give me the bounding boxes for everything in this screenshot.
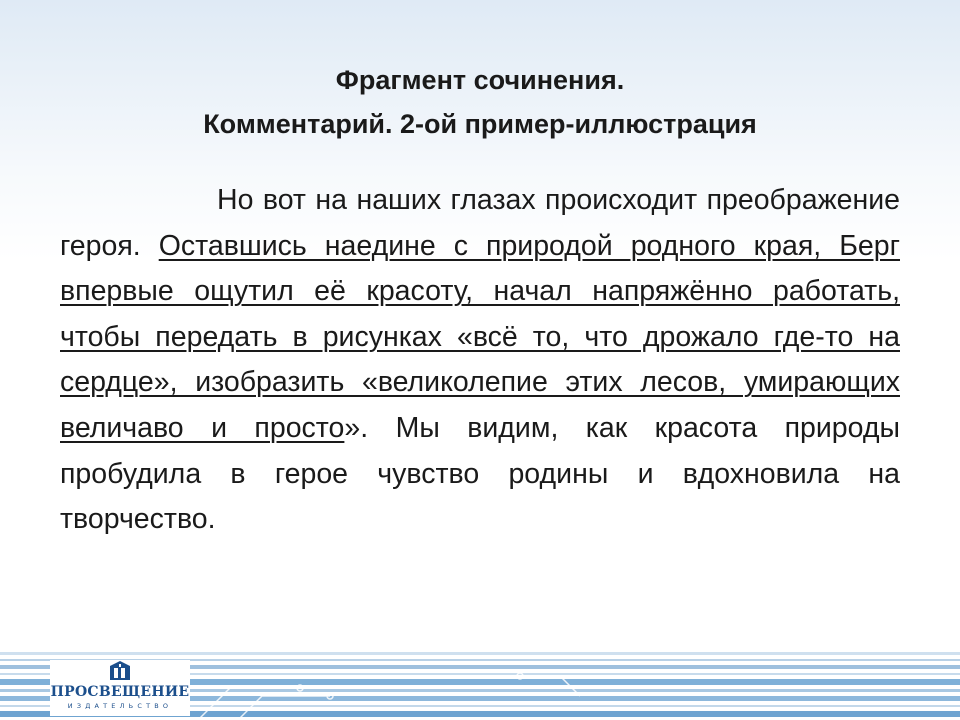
paragraph-outro: ». Мы видим, как красота природы пробудила в герое чувство родины и вдохновила на творчество. (60, 411, 900, 536)
paragraph-intro: Но вот на наших глазах происходит преображение героя. (60, 184, 900, 262)
logo-subtitle: ИЗДАТЕЛЬСТВО (67, 702, 173, 710)
slide-title-line-1: Фрагмент сочинения. (335, 65, 625, 95)
logo-name: ПРОСВЕЩЕНИЕ (50, 684, 190, 700)
paragraph-underlined-quote: Оставшись наедине с природой родного края, Берг впервые ощутил её красоту, начал напряжённо работать, чтобы передать в рисунках «всё то, что дрожало где-то на сердце», изобразить «великолепие этих лесов, умирающих величаво и просто (60, 229, 900, 444)
slide-title (0, 58, 960, 146)
slide-title-line-2: Комментарий. 2-ой пример-иллюстрация (203, 109, 757, 139)
essay-fragment-paragraph (60, 178, 900, 543)
publisher-logo (50, 660, 190, 716)
prosveshchenie-logo-icon (108, 660, 132, 682)
